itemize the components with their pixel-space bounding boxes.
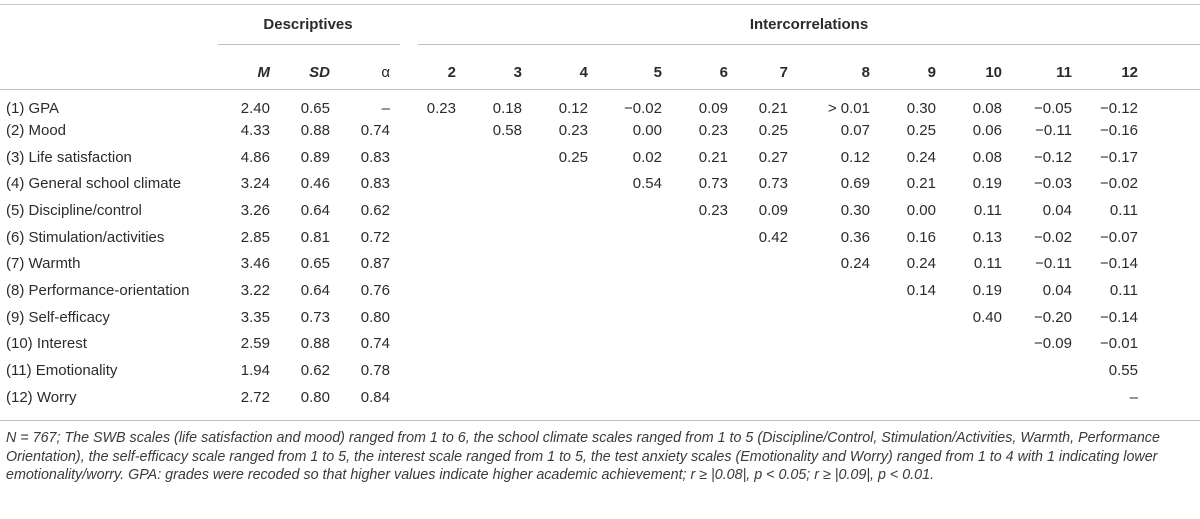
row-label: (2) Mood <box>6 121 67 139</box>
cell-mean: 1.94 <box>240 362 270 380</box>
cell-r-9: 0.21 <box>906 175 936 193</box>
cell-r-8: 0.36 <box>840 228 870 246</box>
cell-r-3 <box>464 224 530 251</box>
cell-r-7: 0.42 <box>758 228 788 246</box>
cell-r-7: 0.21 <box>758 100 788 117</box>
cell-r-9 <box>878 357 944 384</box>
cell-r-5: 0.00 <box>632 121 662 139</box>
table-row <box>0 197 1146 224</box>
cell-r-12: −0.14 <box>1100 308 1138 326</box>
cell-r-12: 0.11 <box>1109 201 1138 219</box>
cell-r-3 <box>464 277 530 304</box>
cell-alpha: 0.62 <box>360 201 390 219</box>
cell-r-5 <box>596 331 670 358</box>
cell-mean: 2.59 <box>240 335 270 353</box>
cell-r-11: 0.04 <box>1042 201 1072 219</box>
table-row <box>0 117 1146 144</box>
cell-r-5: −0.02 <box>624 100 662 117</box>
cell-r-5 <box>596 357 670 384</box>
cell-r-6 <box>670 250 736 277</box>
group-header-intercorrelations: Intercorrelations <box>749 16 869 33</box>
table-row <box>0 384 1146 411</box>
cell-r-8 <box>796 304 878 331</box>
row-label: (9) Self-efficacy <box>6 308 110 326</box>
cell-r-2 <box>398 384 464 411</box>
cell-alpha: 0.87 <box>360 255 390 273</box>
cell-r-11: −0.05 <box>1034 100 1072 117</box>
cell-r-12: −0.14 <box>1100 255 1138 273</box>
cell-r-6 <box>670 331 736 358</box>
table-row <box>0 304 1146 331</box>
cell-r-2 <box>398 224 464 251</box>
cell-r-4: 0.12 <box>558 100 588 117</box>
cell-r-10: 0.08 <box>972 148 1002 166</box>
cell-r-8 <box>796 384 878 411</box>
cell-r-2 <box>398 250 464 277</box>
cell-r-9 <box>878 304 944 331</box>
stats-table <box>0 54 1146 411</box>
cell-r-6 <box>670 224 736 251</box>
cell-r-2: 0.23 <box>426 100 456 117</box>
cell-r-9: 0.00 <box>906 201 936 219</box>
cell-r-8 <box>796 357 878 384</box>
cell-r-3 <box>464 384 530 411</box>
table-note: N = 767; The SWB scales (life satisfaction and mood) ranged from 1 to 6, the school climate scales ranged from 1 to 5 (Discipline/Control, Stimulation/Activities, Warmth, Performance Orientation), the self-efficacy scale ranged from 1 to 5, the interest scale ranged from 1 to 5, the test anxiety scales (Emotionality and Worry) ranged from 1 to 4 with 1 indicating lower emotionality/worry. GPA: grades were recoded so that higher values indicate higher academic achievement; r ≥ |0.08|, p < 0.05; r ≥ |0.09|, p < 0.01. <box>6 430 1160 483</box>
col-header-7: 7 <box>779 63 788 81</box>
cell-r-8 <box>796 277 878 304</box>
cell-r-10 <box>944 357 1010 384</box>
cell-r-11 <box>1010 357 1080 384</box>
cell-r-4 <box>530 384 596 411</box>
cell-r-9: 0.30 <box>906 100 936 117</box>
cell-r-9 <box>878 384 944 411</box>
col-header-8: 8 <box>861 63 870 81</box>
table-row <box>0 277 1146 304</box>
cell-r-12: −0.01 <box>1100 335 1138 353</box>
cell-r-10: 0.08 <box>972 100 1002 117</box>
cell-mean: 2.40 <box>240 100 270 117</box>
col-header-2: 2 <box>447 63 456 81</box>
cell-r-11: −0.09 <box>1034 335 1072 353</box>
cell-r-5 <box>596 197 670 224</box>
row-label: (5) Discipline/control <box>6 201 142 219</box>
cell-r-2 <box>398 331 464 358</box>
table-row <box>0 170 1146 197</box>
row-label: (11) Emotionality <box>6 362 118 380</box>
cell-r-9 <box>878 331 944 358</box>
group-header-descriptives: Descriptives <box>263 16 353 33</box>
cell-r-4: 0.23 <box>558 121 588 139</box>
cell-r-12: −0.02 <box>1100 175 1138 193</box>
cell-r-10 <box>944 331 1010 358</box>
cell-sd: 0.89 <box>300 148 330 166</box>
row-label: (4) General school climate <box>6 175 182 193</box>
bottom-rule <box>0 420 1200 421</box>
cell-sd: 0.88 <box>300 121 330 139</box>
row-label: (1) GPA <box>6 100 60 117</box>
cell-r-8: 0.12 <box>840 148 870 166</box>
col-header-11: 11 <box>1056 63 1072 81</box>
cell-alpha: 0.83 <box>360 148 390 166</box>
cell-mean: 3.22 <box>240 281 270 299</box>
cell-r-8: 0.30 <box>840 201 870 219</box>
row-label: (8) Performance-orientation <box>6 281 190 299</box>
cell-r-3 <box>464 197 530 224</box>
cell-r-2 <box>398 277 464 304</box>
cell-alpha: 0.74 <box>360 335 390 353</box>
col-header-mean: M <box>257 63 270 81</box>
cell-alpha: 0.74 <box>360 121 390 139</box>
cell-mean: 4.33 <box>240 121 270 139</box>
cell-r-3 <box>464 250 530 277</box>
cell-r-10: 0.11 <box>973 201 1002 219</box>
col-header-sd: SD <box>309 63 330 81</box>
cell-r-3 <box>464 144 530 171</box>
group-rule-intercorrelations <box>418 44 1200 45</box>
cell-sd: 0.64 <box>300 281 330 299</box>
cell-r-6 <box>670 357 736 384</box>
col-header-5: 5 <box>653 63 662 81</box>
cell-r-4 <box>530 304 596 331</box>
table-row <box>0 144 1146 171</box>
table-row <box>0 90 1146 117</box>
cell-r-12: 0.55 <box>1108 362 1138 380</box>
cell-r-11: −0.03 <box>1034 175 1072 193</box>
cell-r-4 <box>530 277 596 304</box>
cell-r-4 <box>530 331 596 358</box>
cell-r-7: 0.73 <box>758 175 788 193</box>
cell-mean: 3.35 <box>240 308 270 326</box>
row-label: (10) Interest <box>6 335 87 353</box>
cell-r-5 <box>596 277 670 304</box>
cell-r-11 <box>1010 384 1080 411</box>
cell-sd: 0.73 <box>300 308 330 326</box>
cell-r-5: 0.54 <box>632 175 662 193</box>
cell-mean: 3.24 <box>240 175 270 193</box>
cell-r-6: 0.09 <box>698 100 728 117</box>
cell-r-10: 0.06 <box>972 121 1002 139</box>
cell-r-9: 0.24 <box>906 255 936 273</box>
row-label: (3) Life satisfaction <box>6 148 132 166</box>
cell-r-9: 0.14 <box>906 281 936 299</box>
row-label: (6) Stimulation/activities <box>6 228 165 246</box>
cell-sd: 0.62 <box>300 362 330 380</box>
cell-r-7 <box>736 277 796 304</box>
table-row <box>0 224 1146 251</box>
cell-r-7 <box>736 331 796 358</box>
cell-r-7 <box>736 384 796 411</box>
column-header-row <box>0 54 1146 90</box>
cell-r-4 <box>530 224 596 251</box>
col-header-4: 4 <box>579 63 588 81</box>
cell-r-7: 0.25 <box>758 121 788 139</box>
cell-r-10: 0.40 <box>972 308 1002 326</box>
col-header-10: 10 <box>985 63 1002 81</box>
cell-r-11: 0.04 <box>1042 281 1072 299</box>
cell-alpha: 0.72 <box>360 228 390 246</box>
cell-r-5 <box>596 304 670 331</box>
cell-r-5 <box>596 224 670 251</box>
cell-sd: 0.65 <box>300 255 330 273</box>
col-header-variable <box>0 54 218 90</box>
cell-r-2 <box>398 170 464 197</box>
col-header-12: 12 <box>1121 63 1138 81</box>
table-row <box>0 331 1146 358</box>
col-header-6: 6 <box>719 63 728 81</box>
cell-alpha: 0.84 <box>360 388 390 406</box>
cell-r-12: 0.11 <box>1109 281 1138 299</box>
cell-r-10: 0.13 <box>972 228 1002 246</box>
cell-sd: 0.65 <box>300 100 330 117</box>
cell-r-6: 0.23 <box>698 121 728 139</box>
cell-r-5 <box>596 250 670 277</box>
cell-r-4 <box>530 250 596 277</box>
cell-r-6: 0.21 <box>698 148 728 166</box>
cell-r-11: −0.11 <box>1035 121 1072 139</box>
cell-alpha: 0.78 <box>360 362 390 380</box>
cell-r-4 <box>530 170 596 197</box>
cell-r-7: 0.09 <box>758 201 788 219</box>
cell-r-11: −0.12 <box>1034 148 1072 166</box>
cell-r-6: 0.73 <box>698 175 728 193</box>
cell-r-10: 0.19 <box>972 281 1002 299</box>
col-header-9: 9 <box>927 63 936 81</box>
cell-r-6 <box>670 384 736 411</box>
cell-r-12: −0.16 <box>1100 121 1138 139</box>
cell-r-7: 0.27 <box>758 148 788 166</box>
cell-r-7 <box>736 357 796 384</box>
cell-r-4 <box>530 197 596 224</box>
top-rule <box>0 4 1200 5</box>
cell-alpha: – <box>381 100 390 117</box>
cell-r-11: −0.20 <box>1034 308 1072 326</box>
cell-r-7 <box>736 250 796 277</box>
cell-r-3 <box>464 357 530 384</box>
cell-r-8 <box>796 331 878 358</box>
cell-sd: 0.88 <box>300 335 330 353</box>
cell-r-10 <box>944 384 1010 411</box>
cell-alpha: 0.76 <box>360 281 390 299</box>
cell-r-9: 0.16 <box>906 228 936 246</box>
cell-r-11: −0.02 <box>1034 228 1072 246</box>
cell-r-3 <box>464 170 530 197</box>
cell-r-10: 0.19 <box>972 175 1002 193</box>
cell-r-8: 0.07 <box>840 121 870 139</box>
cell-r-2 <box>398 197 464 224</box>
cell-r-12: – <box>1129 388 1138 406</box>
table-row <box>0 250 1146 277</box>
row-label: (12) Worry <box>6 388 77 406</box>
header-rule <box>0 89 1200 90</box>
cell-alpha: 0.83 <box>360 175 390 193</box>
cell-r-3 <box>464 331 530 358</box>
cell-r-4 <box>530 357 596 384</box>
cell-r-2 <box>398 144 464 171</box>
table-row <box>0 357 1146 384</box>
cell-mean: 2.72 <box>240 388 270 406</box>
cell-r-6: 0.23 <box>698 201 728 219</box>
row-label: (7) Warmth <box>6 255 81 273</box>
cell-r-3: 0.18 <box>492 100 522 117</box>
cell-mean: 3.46 <box>240 255 270 273</box>
cell-r-8: > 0.01 <box>827 100 870 117</box>
stats-body <box>0 90 1146 411</box>
cell-sd: 0.64 <box>300 201 330 219</box>
cell-r-3: 0.58 <box>492 121 522 139</box>
cell-r-12: −0.17 <box>1100 148 1138 166</box>
cell-mean: 3.26 <box>240 201 270 219</box>
cell-r-8: 0.69 <box>840 175 870 193</box>
cell-r-9: 0.25 <box>906 121 936 139</box>
cell-r-2 <box>398 117 464 144</box>
cell-r-5: 0.02 <box>632 148 662 166</box>
cell-sd: 0.81 <box>300 228 330 246</box>
cell-r-4: 0.25 <box>558 148 588 166</box>
cell-r-2 <box>398 357 464 384</box>
cell-r-11: −0.11 <box>1035 255 1072 273</box>
cell-alpha: 0.80 <box>360 308 390 326</box>
cell-r-3 <box>464 304 530 331</box>
cell-r-6 <box>670 304 736 331</box>
cell-r-2 <box>398 304 464 331</box>
col-header-3: 3 <box>513 63 522 81</box>
cell-r-5 <box>596 384 670 411</box>
cell-mean: 2.85 <box>240 228 270 246</box>
cell-r-9: 0.24 <box>906 148 936 166</box>
cell-r-7 <box>736 304 796 331</box>
cell-r-8: 0.24 <box>840 255 870 273</box>
group-rule-descriptives <box>218 44 400 45</box>
cell-r-12: −0.07 <box>1100 228 1138 246</box>
cell-sd: 0.46 <box>300 175 330 193</box>
cell-r-6 <box>670 277 736 304</box>
cell-r-10: 0.11 <box>973 255 1002 273</box>
col-header-alpha: α <box>381 63 390 81</box>
cell-r-12: −0.12 <box>1100 100 1138 117</box>
cell-sd: 0.80 <box>300 388 330 406</box>
cell-mean: 4.86 <box>240 148 270 166</box>
